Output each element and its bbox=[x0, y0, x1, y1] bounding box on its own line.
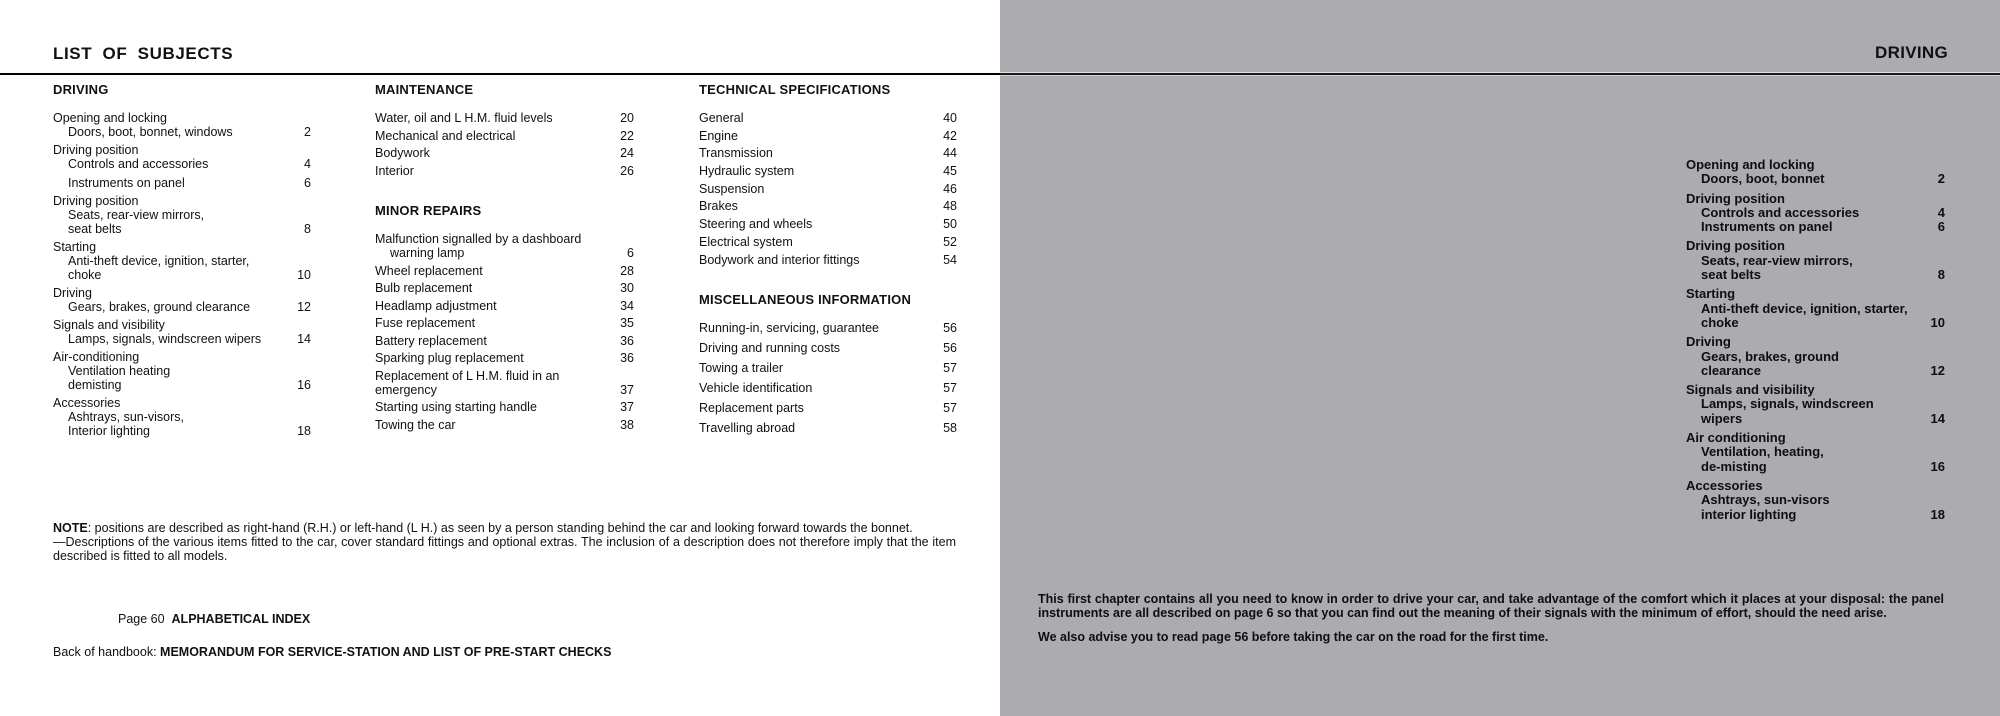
note-label: NOTE bbox=[53, 521, 88, 535]
entry-subheading: Ventilation heating bbox=[68, 364, 171, 378]
entry-text: Steering and wheels bbox=[699, 217, 813, 232]
list-item bbox=[699, 381, 957, 395]
list-item bbox=[699, 182, 957, 196]
list-item bbox=[53, 318, 311, 346]
list-item bbox=[53, 194, 311, 236]
list-item bbox=[699, 253, 957, 267]
chapter-title: DRIVING bbox=[1875, 43, 1948, 62]
entry-text: Suspension bbox=[699, 181, 765, 196]
entry-subheading: Seats, rear-view mirrors, bbox=[1701, 252, 1853, 268]
page-number: 14 bbox=[1930, 410, 1945, 426]
note-text-2: —Descriptions of the various items fitted to the car, cover standard fittings and optional extras. The inclusion of a description does not therefore imply that the item described is fitted to all models. bbox=[53, 535, 956, 563]
entry-text: Hydraulic system bbox=[699, 164, 795, 179]
entry-heading: Driving bbox=[53, 286, 92, 300]
entry-subheading: Seats, rear-view mirrors, bbox=[68, 208, 205, 222]
page-number: 20 bbox=[620, 111, 634, 125]
entry-text: Malfunction signalled by a dashboard bbox=[375, 232, 582, 247]
index-page: Page 60 bbox=[118, 612, 165, 626]
entry-text: Replacement parts bbox=[699, 400, 804, 415]
entry-text: Battery replacement bbox=[375, 333, 487, 348]
page-number: 14 bbox=[297, 332, 311, 346]
entry-text: warning lamp bbox=[390, 246, 465, 261]
list-item bbox=[375, 316, 634, 330]
entry-text: Travelling abroad bbox=[699, 420, 796, 435]
entry-heading: Starting bbox=[1686, 286, 1736, 302]
list-item bbox=[699, 199, 957, 213]
entry-heading: Driving bbox=[1686, 334, 1731, 350]
list-item bbox=[53, 111, 311, 139]
entry-subheading: Gears, brakes, ground bbox=[1701, 348, 1839, 364]
section-title: MAINTENANCE bbox=[375, 82, 474, 97]
page-number: 54 bbox=[943, 252, 957, 267]
page-number: 6 bbox=[627, 246, 634, 261]
maintenance-section bbox=[375, 82, 634, 435]
list-item bbox=[699, 321, 957, 335]
page-number: 57 bbox=[943, 400, 957, 415]
entry-subheading: demisting bbox=[68, 378, 122, 392]
list-item bbox=[375, 351, 634, 365]
list-item bbox=[375, 129, 634, 143]
entry-text: Running-in, servicing, guarantee bbox=[699, 320, 879, 335]
entry-subheading: Doors, boot, bonnet, windows bbox=[68, 125, 233, 139]
entry-text: Towing the car bbox=[375, 417, 456, 432]
section-title: TECHNICAL SPECIFICATIONS bbox=[699, 82, 891, 97]
back-prefix: Back of handbook: bbox=[53, 645, 157, 659]
entry-subheading: Ashtrays, sun-visors, bbox=[68, 410, 185, 424]
page-number: 34 bbox=[620, 298, 634, 313]
entry-subheading: Controls and accessories bbox=[68, 157, 209, 171]
driving-list bbox=[53, 111, 311, 438]
entry-subheading: Gears, brakes, ground clearance bbox=[68, 300, 251, 314]
list-item bbox=[53, 286, 311, 314]
page-number: 36 bbox=[620, 351, 634, 366]
entry-text: Towing a trailer bbox=[699, 360, 784, 375]
page-number: 46 bbox=[943, 181, 957, 196]
header-rule bbox=[1000, 73, 2000, 75]
back-reference bbox=[53, 645, 611, 659]
entry-text: Electrical system bbox=[699, 234, 793, 249]
intro-paragraph: This first chapter contains all you need to know in order to drive your car, and take advantage of the comfort which it places at your disposal: the panel instruments are all described on page 6 so that you can find out the meaning of their signals with the minimum of effort, should the need arise. bbox=[1038, 592, 1944, 620]
page-number: 22 bbox=[620, 128, 634, 143]
intro-paragraph: We also advise you to read page 56 before taking the car on the road for the first time. bbox=[1038, 630, 1549, 644]
entry-heading: Air-conditioning bbox=[53, 350, 140, 364]
entry-subheading: Interior lighting bbox=[68, 424, 150, 438]
page-number: 2 bbox=[1937, 171, 1945, 187]
entry-heading: Air conditioning bbox=[1686, 430, 1786, 446]
minor-repairs-list bbox=[375, 232, 634, 432]
page-number: 16 bbox=[1930, 458, 1945, 474]
list-item bbox=[1686, 383, 1945, 426]
page-number: 6 bbox=[304, 176, 311, 190]
page-number: 12 bbox=[1930, 362, 1945, 378]
entry-subheading: Anti-theft device, ignition, starter, bbox=[68, 254, 250, 268]
back-label: MEMORANDUM FOR SERVICE-STATION AND LIST OF PRE-START CHECKS bbox=[160, 645, 612, 659]
list-item bbox=[699, 111, 957, 125]
page-number: 24 bbox=[620, 146, 634, 161]
list-item bbox=[699, 235, 957, 249]
entry-text: Mechanical and electrical bbox=[375, 128, 516, 143]
page-number: 42 bbox=[943, 128, 957, 143]
list-item bbox=[1686, 431, 1945, 474]
entry-text: General bbox=[699, 111, 744, 125]
header-rule bbox=[0, 73, 1000, 75]
entry-subheading: choke bbox=[1701, 314, 1739, 330]
list-item bbox=[1686, 239, 1945, 282]
entry-heading: Driving position bbox=[53, 143, 139, 157]
page-number: 8 bbox=[304, 222, 311, 236]
section-title: DRIVING bbox=[53, 82, 109, 97]
entry-heading: Signals and visibility bbox=[1686, 382, 1815, 398]
page-number: 35 bbox=[620, 316, 634, 331]
list-item bbox=[699, 164, 957, 178]
page-number: 57 bbox=[943, 380, 957, 395]
entry-heading: Signals and visibility bbox=[53, 318, 165, 332]
list-item bbox=[375, 232, 634, 260]
page-number: 26 bbox=[620, 164, 634, 179]
entry-text: Sparking plug replacement bbox=[375, 351, 524, 366]
list-item bbox=[1686, 192, 1945, 221]
entry-subheading: clearance bbox=[1701, 362, 1761, 378]
page-number: 28 bbox=[620, 263, 634, 278]
entry-heading: Accessories bbox=[1686, 477, 1763, 493]
technical-section bbox=[699, 82, 957, 441]
technical-list bbox=[699, 111, 957, 267]
entry-subheading: wipers bbox=[1701, 410, 1743, 426]
list-item bbox=[375, 111, 634, 125]
entry-heading: Opening and locking bbox=[53, 111, 167, 125]
page-number: 58 bbox=[943, 420, 957, 435]
section-title: MINOR REPAIRS bbox=[375, 203, 482, 219]
list-item bbox=[53, 396, 311, 438]
list-item bbox=[375, 400, 634, 414]
entry-text: Replacement of L H.M. fluid in an bbox=[375, 368, 560, 383]
entry-text: Starting using starting handle bbox=[375, 400, 537, 415]
index-label: ALPHABETICAL INDEX bbox=[171, 612, 311, 626]
misc-list bbox=[699, 321, 957, 435]
list-item bbox=[375, 334, 634, 348]
driving-section bbox=[53, 82, 311, 442]
page-number: 56 bbox=[943, 340, 957, 355]
page-number: 52 bbox=[943, 234, 957, 249]
page-number: 10 bbox=[297, 268, 311, 282]
page-number: 2 bbox=[304, 125, 311, 139]
entry-subheading: Doors, boot, bonnet bbox=[1701, 171, 1825, 187]
entry-text: Headlamp adjustment bbox=[375, 298, 497, 313]
list-item bbox=[699, 217, 957, 231]
page-number: 48 bbox=[943, 199, 957, 214]
page-number: 10 bbox=[1930, 314, 1945, 330]
chapter-contents bbox=[1686, 158, 1945, 527]
note-text: : positions are described as right-hand (R.H.) or left-hand (L H.) as seen by a person standing behind the car and looking forward towards the bonnet. bbox=[87, 521, 913, 535]
entry-heading: Opening and locking bbox=[1686, 157, 1815, 172]
entry-text: emergency bbox=[375, 382, 437, 397]
page-number: 4 bbox=[1937, 204, 1945, 220]
index-reference bbox=[118, 612, 310, 626]
list-item bbox=[375, 299, 634, 313]
page-number: 4 bbox=[304, 157, 311, 171]
entry-text: Transmission bbox=[699, 146, 773, 161]
maintenance-list bbox=[375, 111, 634, 178]
page-number: 18 bbox=[1930, 506, 1945, 522]
note-block bbox=[53, 521, 956, 563]
list-item bbox=[1686, 158, 1945, 187]
page-number: 56 bbox=[943, 320, 957, 335]
page-number: 16 bbox=[297, 378, 311, 392]
list-item bbox=[1686, 479, 1945, 522]
entry-text: Wheel replacement bbox=[375, 263, 483, 278]
entry-heading: Driving position bbox=[1686, 238, 1785, 254]
entry-subheading: Ventilation, heating, bbox=[1701, 444, 1824, 460]
page-number: 8 bbox=[1937, 267, 1945, 283]
section-title: MISCELLANEOUS INFORMATION bbox=[699, 291, 912, 307]
entry-text: Vehicle identification bbox=[699, 380, 813, 395]
entry-text: Interior bbox=[375, 164, 414, 179]
list-item bbox=[375, 369, 634, 397]
list-item bbox=[699, 341, 957, 355]
entry-subheading: Instruments on panel bbox=[68, 176, 185, 190]
page-number: 12 bbox=[297, 300, 311, 314]
list-item bbox=[699, 361, 957, 375]
entry-heading: Accessories bbox=[53, 396, 121, 410]
page-number: 36 bbox=[620, 333, 634, 348]
entry-text: Bodywork bbox=[375, 146, 430, 161]
list-item bbox=[699, 421, 957, 435]
entry-subheading: seat belts bbox=[68, 222, 122, 236]
entry-subheading: Controls and accessories bbox=[1701, 204, 1860, 220]
list-item bbox=[1686, 220, 1945, 234]
list-item bbox=[1686, 287, 1945, 330]
chapter-intro bbox=[1038, 592, 1944, 654]
page-number: 37 bbox=[620, 400, 634, 415]
list-item bbox=[699, 146, 957, 160]
page-number: 57 bbox=[943, 360, 957, 375]
list-item bbox=[375, 164, 634, 178]
list-item bbox=[375, 264, 634, 278]
page-number: 44 bbox=[943, 146, 957, 161]
entry-text: Water, oil and L H.M. fluid levels bbox=[375, 111, 553, 125]
entry-text: Driving and running costs bbox=[699, 340, 841, 355]
list-item bbox=[53, 176, 311, 190]
page-number: 37 bbox=[620, 382, 634, 397]
entry-subheading: seat belts bbox=[1701, 267, 1761, 283]
entry-text: Bulb replacement bbox=[375, 281, 473, 296]
page-number: 38 bbox=[620, 417, 634, 432]
entry-subheading: Ashtrays, sun-visors bbox=[1701, 492, 1830, 508]
page-number: 6 bbox=[1937, 219, 1945, 235]
list-item bbox=[1686, 335, 1945, 378]
list-item bbox=[53, 143, 311, 171]
page-number: 18 bbox=[297, 424, 311, 438]
list-item bbox=[375, 281, 634, 295]
page-number: 45 bbox=[943, 164, 957, 179]
entry-subheading: Lamps, signals, windscreen bbox=[1701, 396, 1874, 412]
page-title: LIST OF SUBJECTS bbox=[53, 44, 234, 63]
list-item bbox=[699, 401, 957, 415]
entry-subheading: de-misting bbox=[1701, 458, 1767, 474]
entry-subheading: Anti-theft device, ignition, starter, bbox=[1701, 300, 1908, 316]
entry-heading: Driving position bbox=[1686, 190, 1785, 206]
page-number: 40 bbox=[943, 111, 957, 125]
entry-text: Fuse replacement bbox=[375, 316, 476, 331]
page-number: 50 bbox=[943, 217, 957, 232]
list-item bbox=[53, 240, 311, 282]
list-item bbox=[375, 418, 634, 432]
list-item bbox=[53, 350, 311, 392]
page-number: 30 bbox=[620, 281, 634, 296]
entry-text: Brakes bbox=[699, 199, 738, 214]
entry-heading: Driving position bbox=[53, 194, 139, 208]
entry-text: Engine bbox=[699, 128, 738, 143]
entry-subheading: interior lighting bbox=[1701, 506, 1797, 522]
entry-heading: Starting bbox=[53, 240, 97, 254]
entry-text: Bodywork and interior fittings bbox=[699, 252, 860, 267]
entry-subheading: choke bbox=[68, 268, 102, 282]
list-item bbox=[699, 129, 957, 143]
entry-subheading: Instruments on panel bbox=[1701, 219, 1833, 235]
entry-subheading: Lamps, signals, windscreen wipers bbox=[68, 332, 262, 346]
list-item bbox=[375, 146, 634, 160]
